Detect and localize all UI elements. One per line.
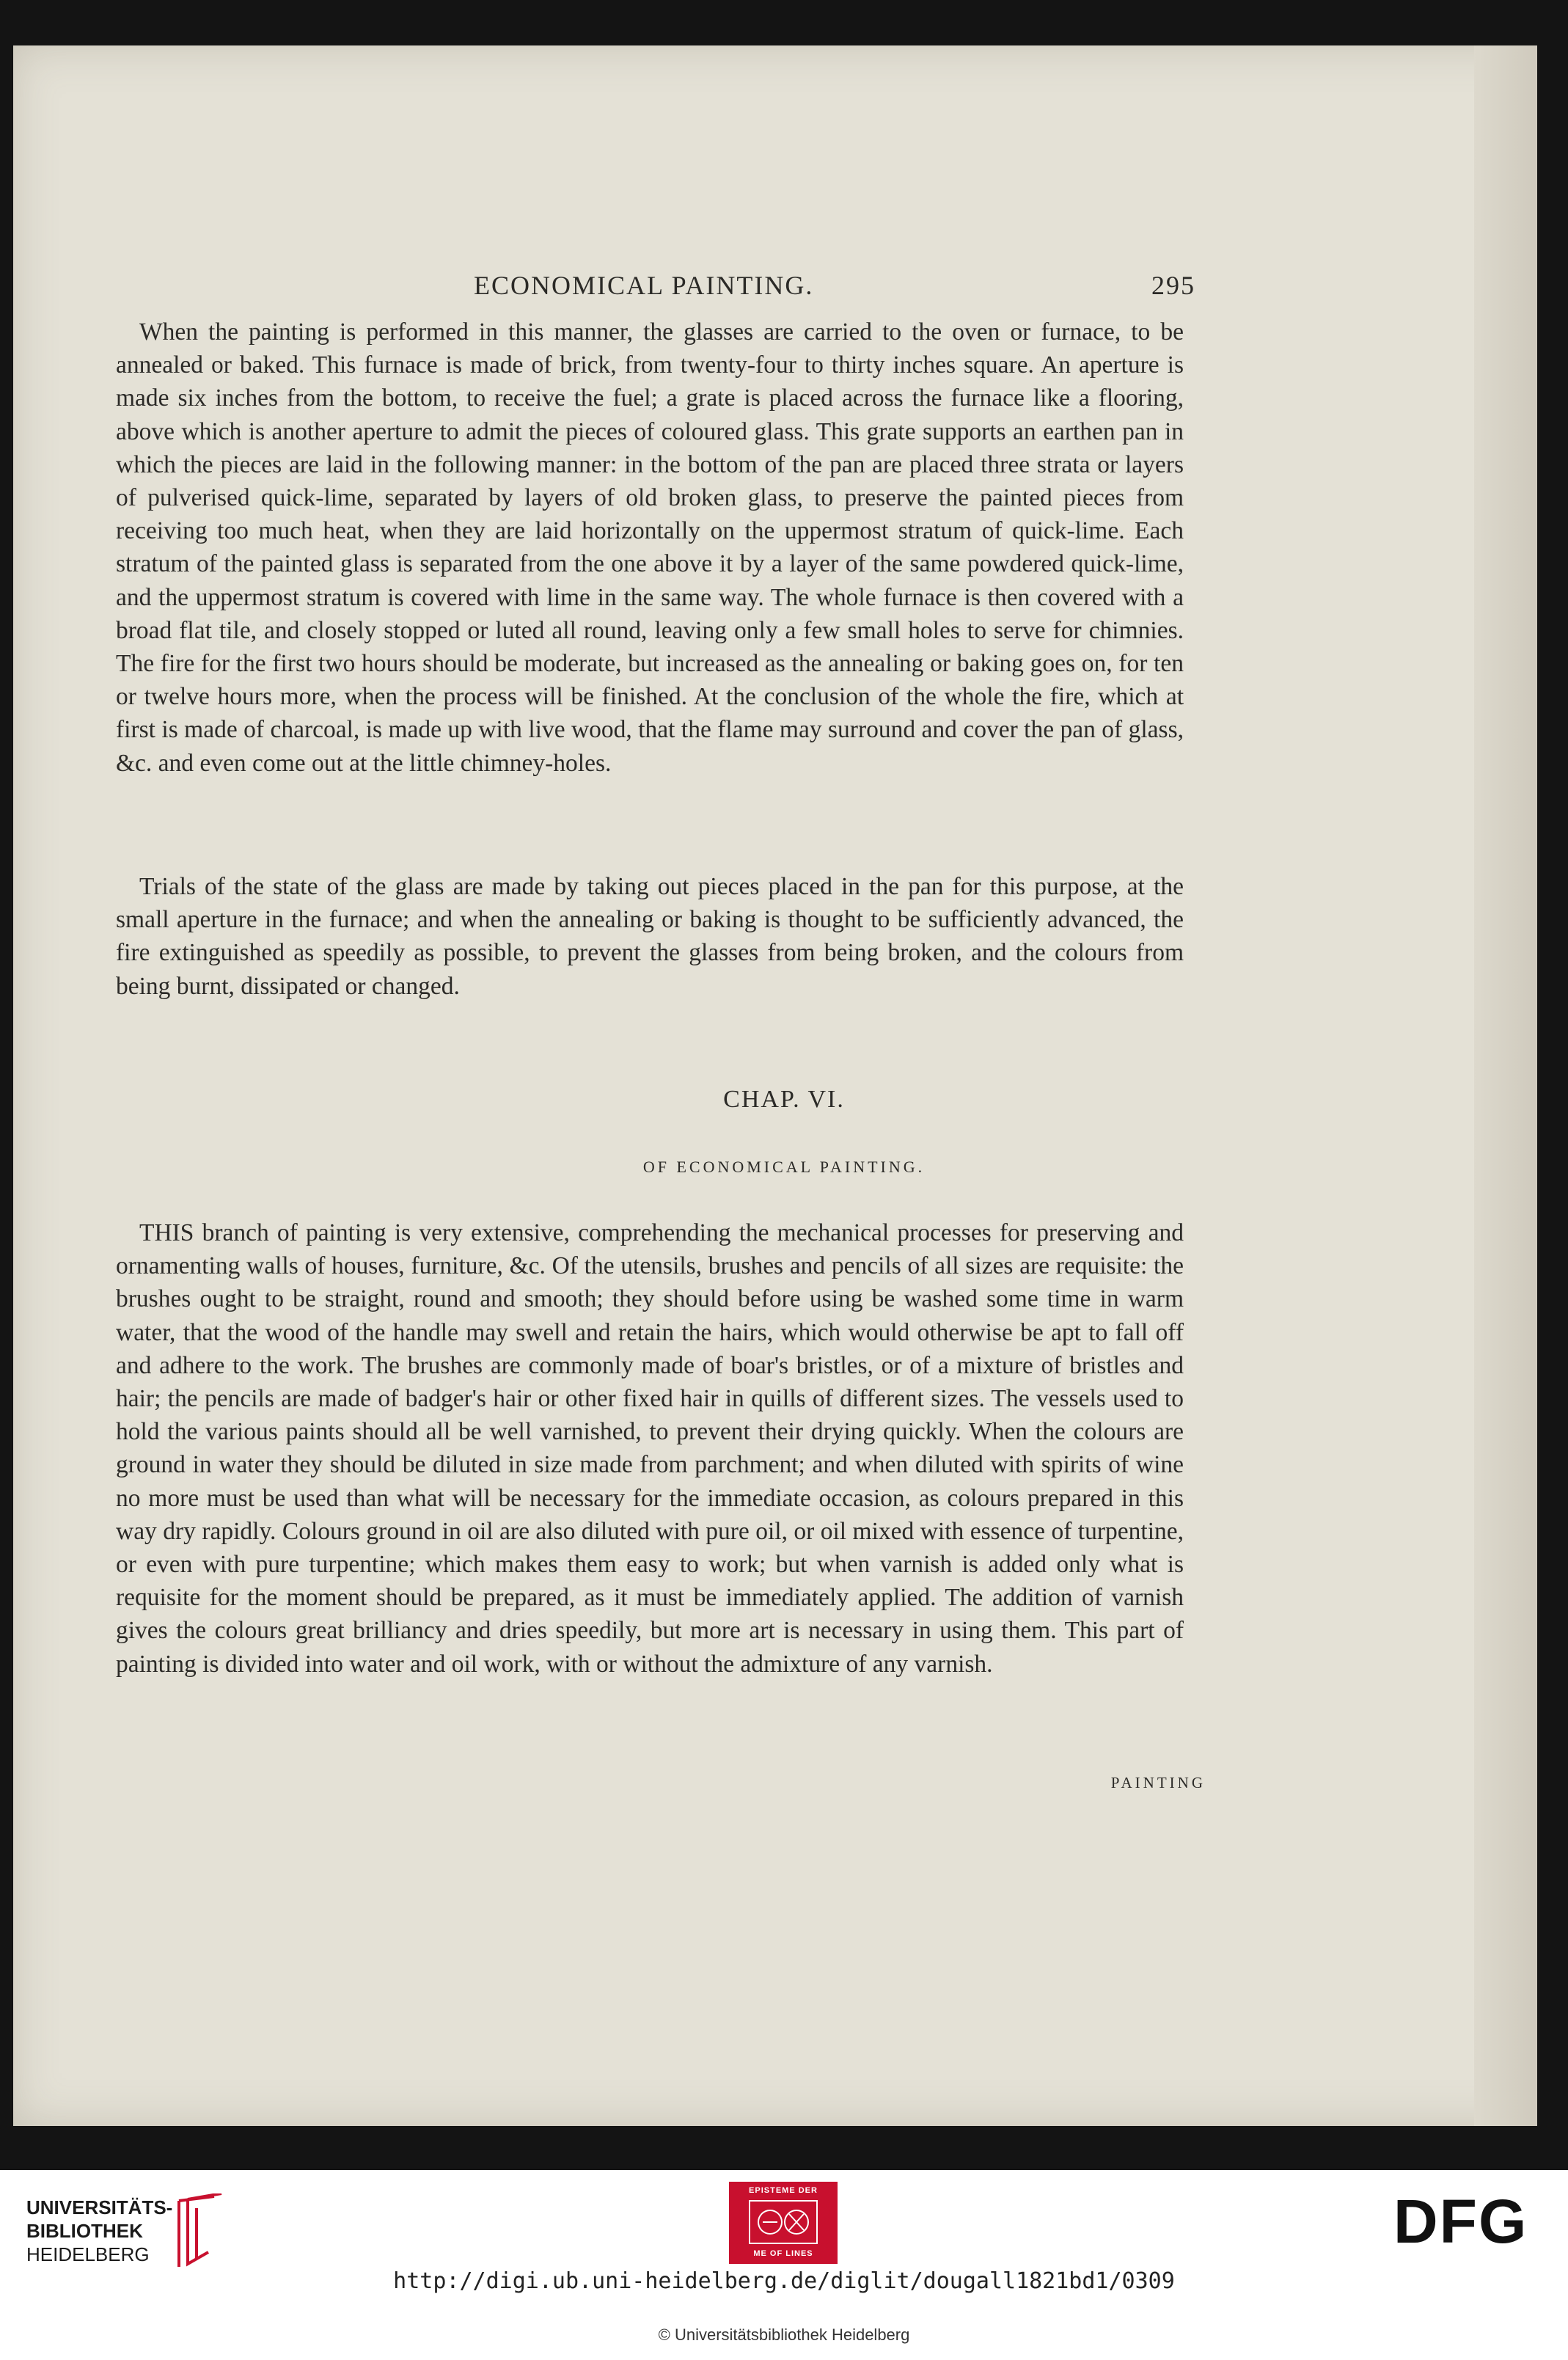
library-name-line3: HEIDELBERG xyxy=(26,2243,150,2265)
page-number: 295 xyxy=(1151,271,1195,300)
epistem-emblem-icon xyxy=(748,2199,818,2245)
catchword: PAINTING xyxy=(1110,1774,1206,1791)
library-name-line2: BIBLIOTHEK xyxy=(26,2220,143,2242)
library-name-line1: UNIVERSITÄTS- xyxy=(26,2196,173,2218)
paragraph-annealing: When the painting is performed in this manner, the glasses are carried to the oven or furnace, to be annealed or baked. This furnace is made of brick, from twenty-four to thirty inches square. An aperture is made six inches from the bottom, to receive the fuel; a grate is placed across the furnace like a flooring, above which is another aperture to admit the pieces of coloured glass. This grate supports an earthen pan in which the pieces are laid in the following manner: in the bottom of the pan are placed three strata or layers of pulverised quick-lime, separated by layers of old broken glass, to preserve the painted pieces from receiving too much heat, when they are laid horizontally on the uppermost stratum of quick-lime. Each stratum of the painted glass is separated from the one above it by a layer of the same powdered quick-lime, and the uppermost stratum is covered with lime in the same way. The whole furnace is then covered with a broad flat tile, and closely stopped or luted all round, leaving only a few small holes to serve for chimnies. The fire for the first two hours should be moderate, but increased as the annealing or baking goes on, for ten or twelve hours more, when the process will be finished. At the conclusion of the whole the fire, which at first is made of charcoal, is made up with live wood, that the flame may surround and cover the pan of glass, &c. and even come out at the little chimney-holes. xyxy=(116,318,1184,777)
paragraph-economical-painting: THIS branch of painting is very extensive, comprehending the mechanical processes for preserving and ornamenting walls of houses, furniture, &c. Of the utensils, brushes and pencils of all sizes are requisite: the brushes ought to be straight, round and smooth; they should before using be washed some time in warm water, that the wood of the handle may swell and retain the hairs, which would otherwise be apt to fall off and adhere to the work. The brushes are commonly made of boar's bristles, or of a mixture of bristles and hair; the pencils are made of badger's hair or other fixed hair in quills of different sizes. The vessels used to hold the various paints should all be well varnished, to prevent their drying quickly. When the colours are ground in water they should be diluted in size made from parchment; and when diluted with spirits of wine no more must be used than what will be necessary for the immediate occasion, as colours prepared in this way dry rapidly. Colours ground in oil are also diluted with pure oil, or oil mixed with essence of turpentine, or even with pure turpentine; which makes them easy to work; but when varnish is added only what is requisite for the moment should be prepared, as it must be immediately applied. The addition of varnish gives the colours great brilliancy and dries speedily, but more art is necessary in using them. This part of painting is divided into water and oil work, with or without the admixture of any varnish. xyxy=(116,1219,1184,1678)
chapter-heading: CHAP. VI. xyxy=(723,1086,845,1113)
running-head-title: ECONOMICAL PAINTING. xyxy=(474,271,814,300)
epistem-label-top: EPISTEME DER xyxy=(749,2186,818,2195)
dfg-logo[interactable]: DFG xyxy=(1393,2187,1528,2256)
section-heading: OF ECONOMICAL PAINTING. xyxy=(642,1158,926,1176)
library-emblem-icon xyxy=(157,2193,224,2274)
copyright-notice: © Universitätsbibliothek Heidelberg xyxy=(658,2326,910,2344)
source-url-link[interactable]: http://digi.ub.uni-heidelberg.de/diglit/dougall1821bd1/0309 xyxy=(393,2268,1175,2294)
paragraph-trials: Trials of the state of the glass are made by taking out pieces placed in the pan for this purpose, at the small aperture in the furnace; and when the annealing or baking is thought to be sufficiently advanced, the fire extinguished as speedily as possible, to prevent the glasses from being broken, and the colours from being burnt, dissipated or changed. xyxy=(116,873,1184,1000)
library-logo[interactable] xyxy=(26,2193,224,2274)
epistem-label-bottom: ME OF LINES xyxy=(753,2249,813,2258)
epistem-logo[interactable] xyxy=(729,2182,838,2264)
